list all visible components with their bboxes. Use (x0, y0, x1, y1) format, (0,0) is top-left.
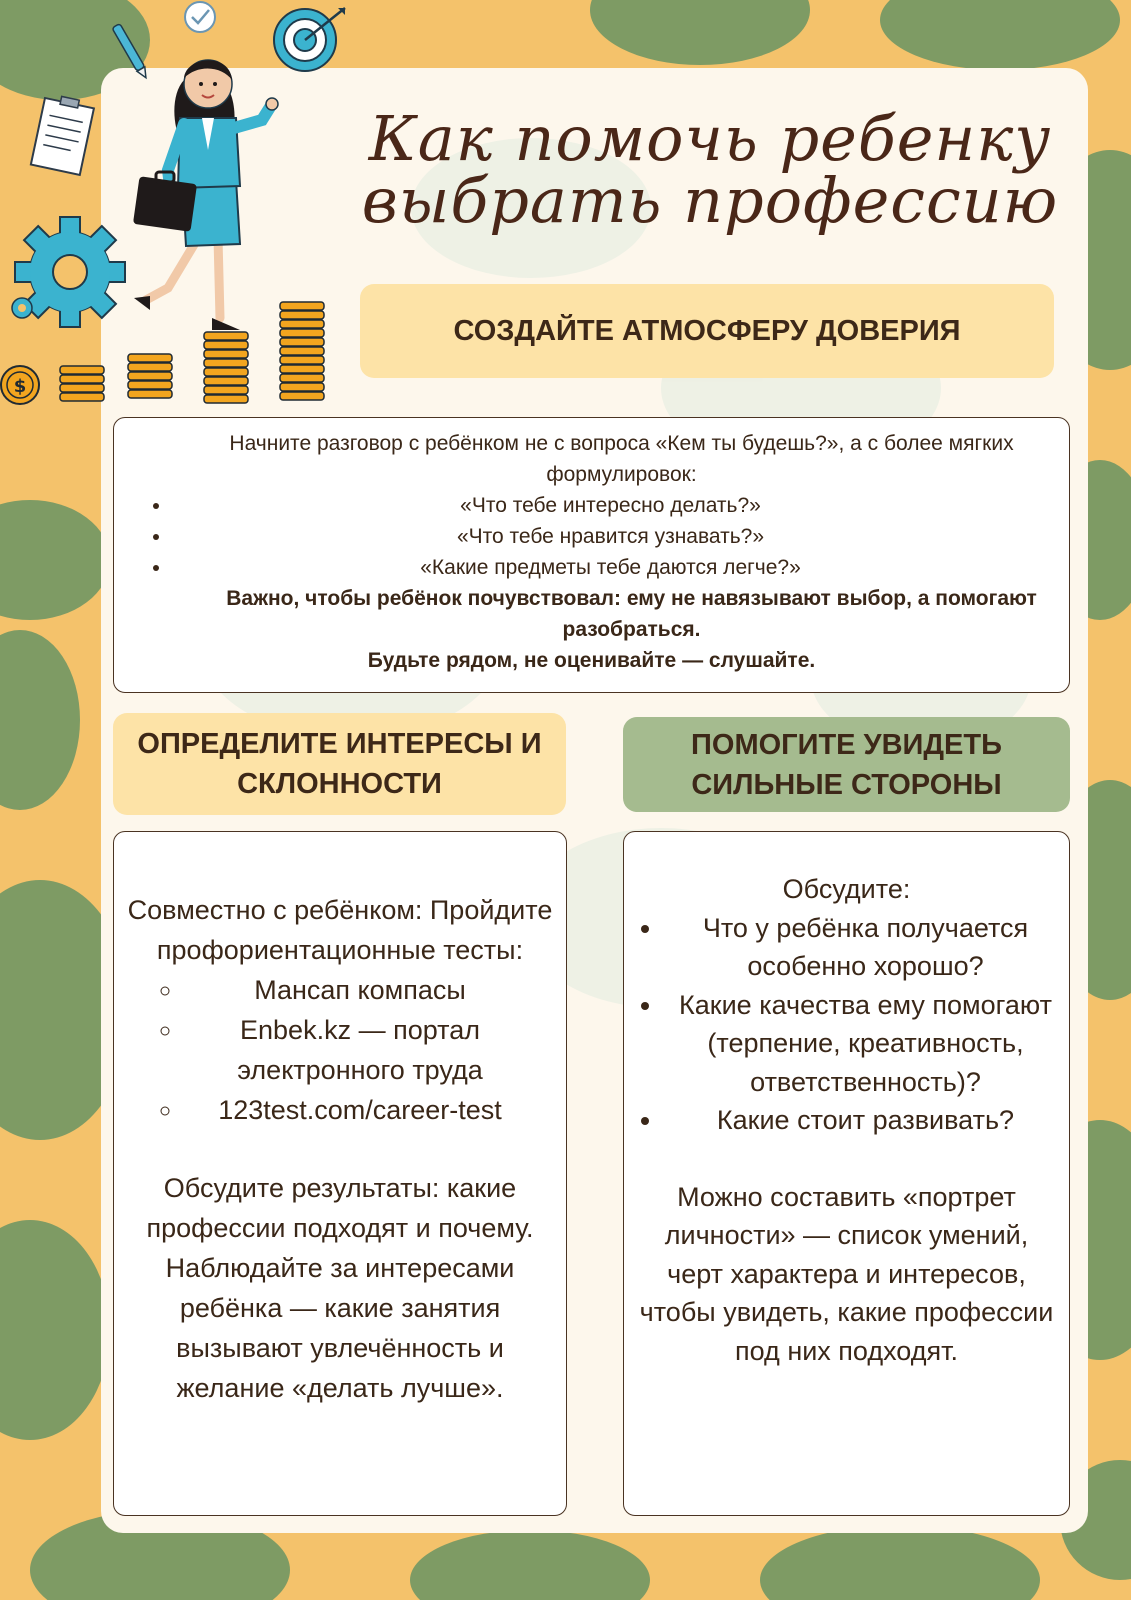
list-item: ◦ Enbek.kz — портал электронного труда (184, 1010, 556, 1090)
spacer (124, 1130, 556, 1168)
target-icon (274, 8, 345, 71)
spacer (634, 1140, 1059, 1178)
trust-emphasis: Важно, чтобы ребёнок почувствовал: ему не навязывают выбор, а помогают разобраться. (226, 587, 1037, 641)
businesswoman-figure (133, 60, 278, 330)
trust-heading: СОЗДАЙТЕ АТМОСФЕРУ ДОВЕРИЯ (360, 284, 1054, 378)
interests-discuss: Обсудите результаты: какие профессии подходят и почему. (146, 1173, 534, 1243)
pen-icon (112, 24, 150, 80)
strengths-portrait: Можно составить «портрет личности» — список умений, черт характера и интересов, чтобы увидеть, какие профессии под них подходят. (639, 1181, 1054, 1366)
tests-list (124, 970, 556, 1130)
coin-stack-4 (280, 302, 324, 400)
list-item: • Что у ребёнка получается особенно хорошо? (664, 909, 1059, 986)
coin-symbol: $ (13, 376, 27, 397)
coin-stack-1 (60, 366, 104, 401)
notepad-icon (31, 93, 95, 175)
interests-heading: ОПРЕДЕЛИТЕ ИНТЕРЕСЫ И СКЛОННОСТИ (113, 713, 566, 815)
checkmark-icon (185, 2, 215, 32)
coin-stack-2 (128, 354, 172, 398)
trust-emphasis-2: Будьте рядом, не оценивайте — слушайте. (367, 649, 816, 672)
interests-observe: Наблюдайте за интересами ребёнка — какие занятия вызывают увлечённость и желание «делать лучше». (165, 1253, 515, 1403)
small-gear-icon (12, 298, 32, 318)
title-line-2: выбрать профессию (361, 164, 1059, 237)
trust-intro: Начните разговор с ребёнком не с вопроса «Кем ты будешь?», а с более мягких формулировок: (229, 432, 1014, 486)
page-title (350, 102, 1070, 237)
trust-questions-list (134, 490, 1049, 583)
list-item: ◦ 123test.com/career-test (184, 1090, 556, 1130)
strengths-intro: Обсудите: (782, 874, 911, 904)
title-line-1: Как помочь ребенку (368, 102, 1052, 175)
list-item: • «Какие предметы тебе даются легче?» (172, 552, 1049, 583)
list-item: • «Что тебе интересно делать?» (172, 490, 1049, 521)
strengths-heading: ПОМОГИТЕ УВИДЕТЬ СИЛЬНЫЕ СТОРОНЫ (623, 717, 1070, 812)
list-item: • «Что тебе нравится узнавать?» (172, 521, 1049, 552)
strengths-box (623, 831, 1070, 1516)
trust-box (113, 417, 1070, 693)
strengths-list (634, 909, 1059, 1140)
list-item: • Какие стоит развивать? (664, 1101, 1059, 1140)
career-illustration (0, 0, 360, 410)
list-item: ◦ Мансап компасы (184, 970, 556, 1010)
interests-intro: Совместно с ребёнком: Пройдите профориентационные тесты: (127, 895, 553, 965)
interests-box (113, 831, 567, 1516)
coin-stack-3 (204, 332, 248, 403)
list-item: • Какие качества ему помогают (терпение, креативность, ответственность)? (664, 986, 1059, 1102)
